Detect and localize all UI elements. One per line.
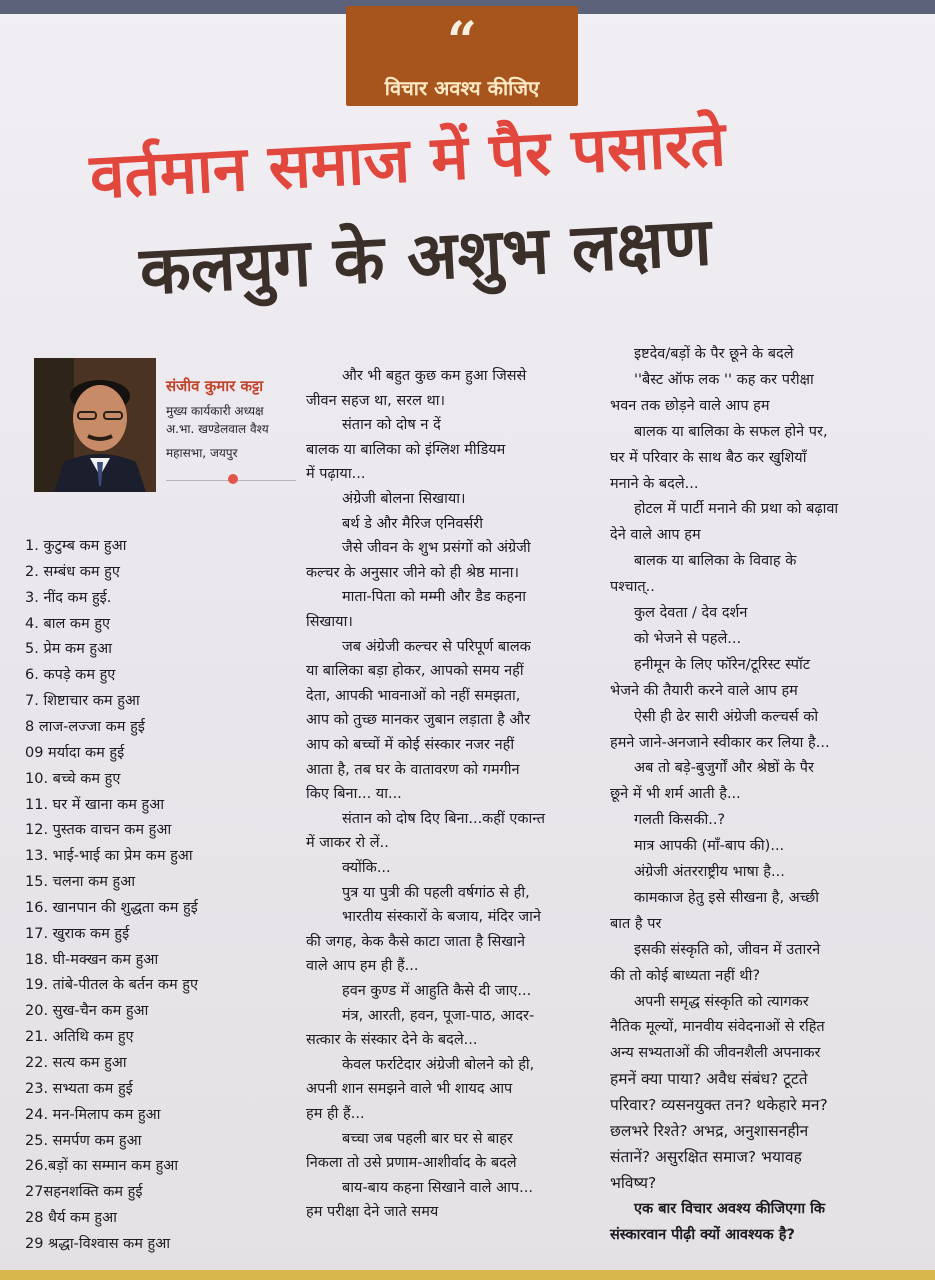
article-line: हम परीक्षा देने जाते समय [306, 1204, 439, 1221]
article-line: घर में परिवार के साथ बैठ कर खुशियाँ [610, 449, 807, 466]
article-line: कुल देवता / देव दर्शन [634, 605, 748, 621]
article-line: बालक या बालिका के विवाह के [634, 553, 797, 570]
article-line: आप को बच्चों में कोई संस्कार नजर नहीं [306, 737, 515, 753]
article-line: देता, आपकी भावनाओं को नहीं समझता, [306, 687, 521, 704]
article-line: इष्टदेव/बड़ों के पैर छूने के बदले [634, 346, 794, 362]
list-item: 7. शिष्टाचार कम हुआ [25, 693, 140, 710]
article-line: भेजने की तैयारी करने वाले आप हम [610, 682, 798, 699]
article-line: मंत्र, आरती, हवन, पूजा-पाठ, आदर- [342, 1007, 535, 1024]
article-line: मात्र आपकी (माँ-बाप की)... [634, 838, 785, 855]
article-line: संतानें? असुरक्षित समाज? भयावह [610, 1147, 802, 1166]
author-photo [34, 358, 156, 492]
article-line: सिखाया। [306, 614, 353, 630]
list-item: 12. पुस्तक वाचन कम हुआ [25, 822, 172, 839]
article-line: जैसे जीवन के शुभ प्रसंगों को अंग्रेजी [342, 540, 531, 557]
article-line: बात है पर [610, 915, 662, 932]
article-line: में पढ़ाया... [306, 466, 366, 483]
article-line: एक बार विचार अवश्य कीजिएगा कि [634, 1200, 826, 1217]
article-line: कल्चर के अनुसार जीने को ही श्रेष्ठ माना। [306, 564, 519, 581]
list-item: 18. घी-मक्खन कम हुआ [25, 951, 159, 968]
list-item: 09 मर्यादा कम हुई [25, 744, 125, 761]
headline-line-2: कलयुग के अशुभ लक्षण [137, 203, 714, 310]
list-item: 25. समर्पण कम हुआ [25, 1132, 142, 1149]
article-line: और भी बहुत कुछ कम हुआ जिससे [342, 368, 527, 384]
article-line: इसकी संस्कृति को, जीवन में उतारने [634, 941, 821, 958]
article-line: कामकाज हेतु इसे सीखना है, अच्छी [634, 889, 820, 906]
article-line: आप को तुच्छ मानकर जुबान लड़ाता है और [306, 712, 531, 729]
list-item: 24. मन-मिलाप कम हुआ [25, 1106, 161, 1123]
article-line: संस्कारवान पीढ़ी क्यों आवश्यक है? [610, 1226, 795, 1243]
author-organization: अ.भा. खण्डेलवाल वैश्य [166, 422, 269, 436]
article-line: ऐसी ही ढेर सारी अंग्रेजी कल्चर्स को [634, 708, 819, 725]
list-item: 2. सम्बंध कम हुए [25, 563, 120, 580]
list-item: 10. बच्चे कम हुए [25, 770, 121, 787]
article-line: बालक या बालिका को इंग्लिश मीडियम [306, 441, 506, 458]
list-item: 16. खानपान की शुद्धता कम हुई [25, 899, 198, 916]
list-item: 26.बड़ों का सम्मान कम हुआ [25, 1158, 179, 1175]
list-item: 3. नींद कम हुई. [25, 589, 112, 606]
article-line: में जाकर रो लें.. [306, 835, 389, 852]
article-line: गलती किसकी..? [634, 812, 726, 829]
article-line: अंग्रेजी अंतरराष्ट्रीय भाषा है... [634, 864, 785, 880]
red-dot-icon [228, 474, 238, 484]
article-line: हमनें क्या पाया? अवैध संबंध? टूटते [610, 1070, 808, 1089]
article-line: हवन कुण्ड में आहुति कैसे दी जाए... [342, 983, 532, 999]
article-line: अपनी समृद्ध संस्कृति को त्यागकर [634, 993, 809, 1010]
article-line: बच्चा जब पहली बार घर से बाहर [342, 1130, 513, 1147]
author-place: महासभा, जयपुर [166, 446, 238, 460]
list-item: 13. भाई-भाई का प्रेम कम हुआ [25, 848, 193, 865]
article-line: क्योंकि... [342, 860, 391, 876]
article-line: भवन तक छोड़ने वाले आप हम [610, 397, 770, 414]
article-line: ''बैस्ट ऑफ लक '' कह कर परीक्षा [634, 371, 814, 388]
article-line: हमने जाने-अनजाने स्वीकार कर लिया है... [610, 734, 830, 751]
article-line: परिवार? व्यसनयुक्त तन? थकेहारे मन? [610, 1096, 828, 1115]
article-line: की जगह, केक कैसे काटा जाता है सिखाने [306, 933, 526, 950]
list-item: 27सहनशक्ति कम हुई [25, 1184, 143, 1201]
section-tag-label: विचार अवश्य कीजिए [384, 76, 540, 100]
list-item: 23. सभ्यता कम हुई [25, 1080, 133, 1097]
headline-line-1: वर्तमान समाज में पैर पसारते [88, 106, 728, 213]
article-line: हनीमून के लिए फॉरेन/टूरिस्ट स्पॉट [634, 656, 811, 673]
author-name: संजीव कुमार कट्टा [166, 377, 264, 395]
article-line: अब तो बड़े-बुजुर्गों और श्रेष्ठों के पैर [634, 760, 814, 777]
article-line: बर्थ डे और मैरिज एनिवर्सरी [342, 515, 483, 532]
list-item: 4. बाल कम हुए [25, 615, 111, 632]
article-line: मनाने के बदले... [610, 475, 699, 492]
article-line: जब अंग्रेजी कल्चर से परिपूर्ण बालक [342, 638, 531, 655]
article-line: वाले आप हम ही हैं... [306, 958, 419, 975]
article-line: नैतिक मूल्यों, मानवीय संवेदनाओं से रहित [610, 1019, 825, 1036]
article-line: होटल में पार्टी मनाने की प्रथा को बढ़ावा [634, 501, 839, 518]
article-line: माता-पिता को मम्मी और डैड कहना [342, 589, 526, 606]
article-line: हम ही हैं... [306, 1106, 365, 1122]
list-item: 6. कपड़े कम हुए [25, 667, 116, 684]
article-line: किए बिना... या... [306, 786, 402, 803]
article-line: अंग्रेजी बोलना सिखाया। [342, 491, 466, 507]
article-line: निकला तो उसे प्रणाम-आशीर्वाद के बदले [306, 1155, 517, 1172]
quote-mark-icon: “ [447, 11, 477, 72]
list-item: 1. कुटुम्ब कम हुआ [25, 538, 127, 554]
article-line: भविष्य? [610, 1173, 657, 1192]
article-line: संतान को दोष दिए बिना...कहीं एकान्त [342, 810, 546, 827]
list-item: 17. खुराक कम हुई [25, 925, 130, 942]
article-line: छलभरे रिश्ते? अभद्र, अनुशासनहीन [610, 1122, 809, 1140]
list-item: 20. सुख-चैन कम हुआ [25, 1003, 149, 1020]
article-line: सत्कार के संस्कार देने के बदले... [306, 1032, 478, 1049]
list-item: 28 धैर्य कम हुआ [25, 1210, 117, 1227]
list-item: 29 श्रद्धा-विश्वास कम हुआ [25, 1235, 171, 1252]
article-line: देने वाले आप हम [610, 527, 701, 544]
list-item: 22. सत्य कम हुआ [25, 1055, 127, 1071]
list-item: 8 लाज-लज्जा कम हुई [25, 718, 145, 735]
article-line: जीवन सहज था, सरल था। [306, 392, 446, 409]
article-line: को भेजने से पहले... [634, 630, 742, 647]
article-line: पश्चात्.. [610, 579, 655, 596]
list-item: 11. घर में खाना कम हुआ [25, 796, 165, 813]
article-line: छूने में भी शर्म आती है... [610, 786, 741, 803]
section-tag [346, 6, 578, 106]
list-item: 21. अतिथि कम हुए [25, 1029, 134, 1046]
list-item: 19. तांबे-पीतल के बर्तन कम हुए [25, 977, 198, 994]
article-line: बाय-बाय कहना सिखाने वाले आप... [342, 1179, 533, 1196]
list-item: 5. प्रेम कम हुआ [25, 641, 112, 658]
article-line: बालक या बालिका के सफल होने पर, [634, 423, 828, 440]
article-line: की तो कोई बाध्यता नहीं थी? [610, 967, 761, 984]
article-line: भारतीय संस्कारों के बजाय, मंदिर जाने [342, 909, 541, 926]
article-line: अपनी शान समझने वाले भी शायद आप [306, 1081, 513, 1098]
article-line: या बालिका बड़ा होकर, आपको समय नहीं [306, 663, 524, 680]
article-line: अन्य सभ्यताओं की जीवनशैली अपनाकर [610, 1045, 821, 1062]
bottom-color-bar [0, 1270, 935, 1280]
article-line: संतान को दोष न दें [342, 417, 441, 434]
author-designation: मुख्य कार्यकारी अध्यक्ष [166, 404, 264, 418]
article-line: केवल फर्राटेदार अंग्रेजी बोलने को ही, [342, 1056, 535, 1073]
article-line: आता है, तब घर के वातावरण को गमगीन [306, 761, 520, 778]
list-item: 15. चलना कम हुआ [25, 874, 136, 891]
article-line: पुत्र या पुत्री की पहली वर्षगांठ से ही, [342, 884, 530, 901]
author-portrait-icon [34, 358, 156, 492]
